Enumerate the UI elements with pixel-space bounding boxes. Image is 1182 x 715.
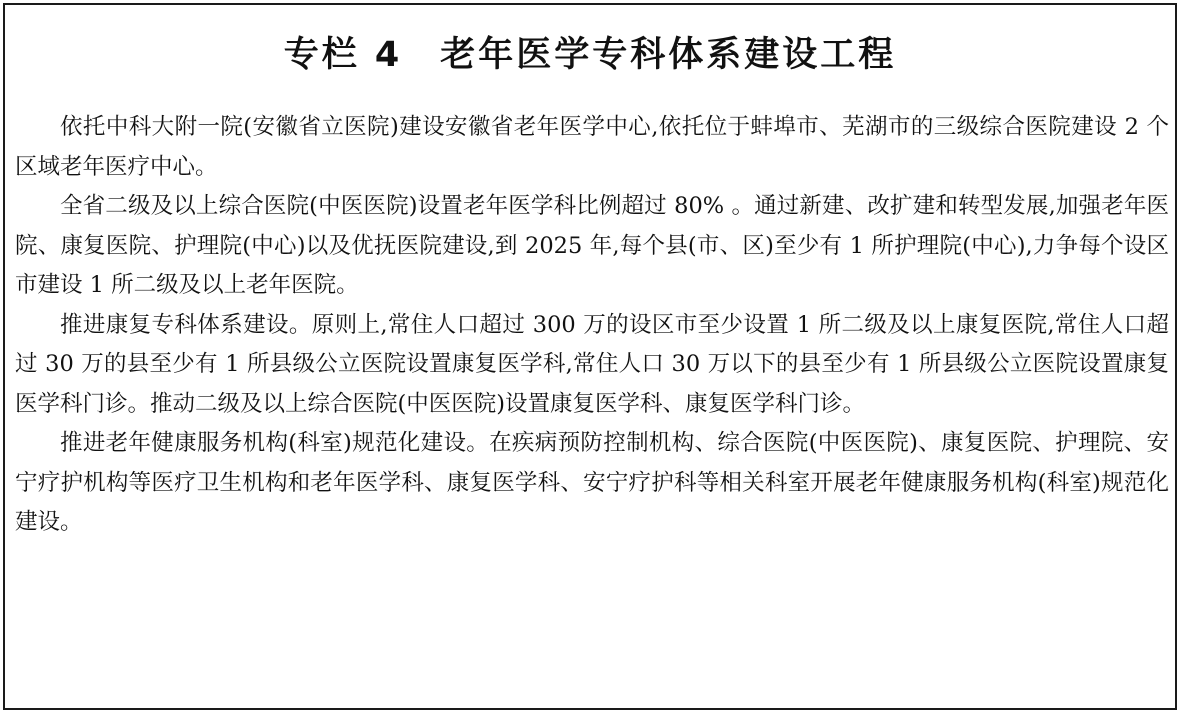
- paragraph-2: 全省二级及以上综合医院(中医医院)设置老年医学科比例超过 80% 。通过新建、改扩建和转型发展,加强老年医院、康复医院、护理院(中心)以及优抚医院建设,到 2025 年,每个县(市、区)至少有 1 所护理院(中心),力争每个设区市建设 1 所二级及以上老年医院。: [15, 193, 1169, 298]
- paragraph-4: 推进老年健康服务机构(科室)规范化建设。在疾病预防控制机构、综合医院(中医医院)、康复医院、护理院、安宁疗护机构等医疗卫生机构和老年医学科、康复医学科、安宁疗护科等相关科室开展老年健康服务机构(科室)规范化建设。: [15, 430, 1169, 535]
- column-title: 专栏 4 老年医学专科体系建设工程: [283, 35, 897, 75]
- column-box: [3, 3, 1177, 710]
- paragraph-1: 依托中科大附一院(安徽省立医院)建设安徽省老年医学中心,依托位于蚌埠市、芜湖市的三级综合医院建设 2 个区域老年医疗中心。: [15, 114, 1169, 180]
- paragraph-3: 推进康复专科体系建设。原则上,常住人口超过 300 万的设区市至少设置 1 所二级及以上康复医院,常住人口超过 30 万的县至少有 1 所县级公立医院设置康复医学科,常住人口 30 万以下的县至少有 1 所县级公立医院设置康复医学科门诊。推动二级及以上综合医院(中医医院)设置康复医学科、康复医学科门诊。: [15, 311, 1169, 417]
- column-body: [15, 108, 1169, 543]
